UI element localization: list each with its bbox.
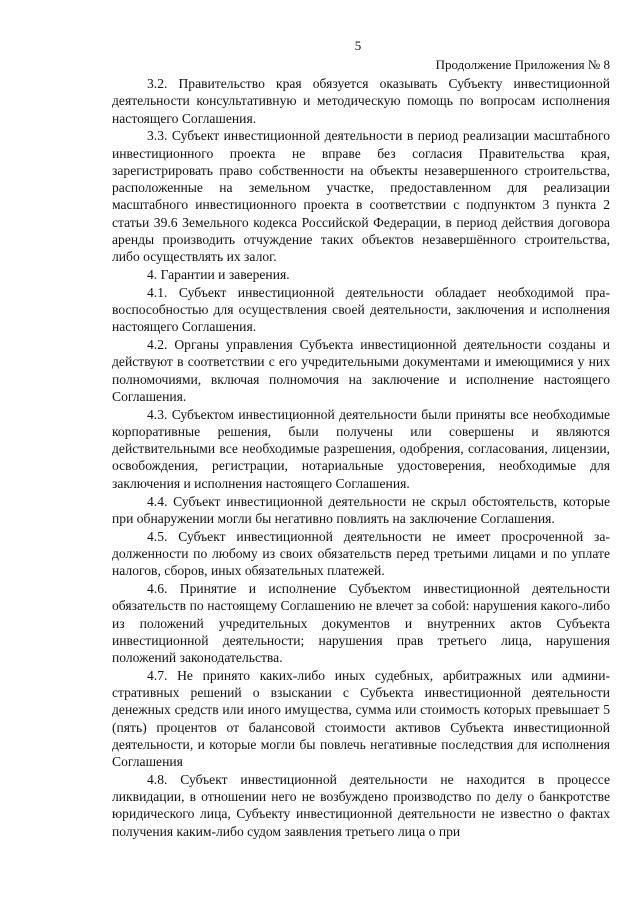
appendix-continuation-label: Продолжение Приложения № 8	[435, 57, 610, 72]
paragraph-3-3: 3.3. Субъект инвестиционной деятельности в период реализации масштабного инвестиционного проекта не вправе без согласия Правительства края, зарегистрировать право собственности на объекты незавершенного строительства, расположенные на земельном участке, предоставленном для реализации масштабного инвестиционного проекта в соответствии с подпунктом 3 пункта 2 статьи 39.6 Земельного кодекса Российской Федерации, в период действия договора аренды производить отчуждение таких объектов незавершённого строительства, либо осуществлять их залог.	[112, 128, 610, 265]
paragraph-4-5: 4.5. Субъект инвестиционной деятельности не имеет просроченной задолженности по любому из своих обязательств перед третьими лицами и по уплате налогов, сборов, иных обязательных платежей.	[112, 528, 610, 579]
paragraph-4-8: 4.8. Субъект инвестиционной деятельности не находится в процессе ликвидации, в отношении него не возбуждено производство по делу о банкротстве юридического лица, Субъекту инвестиционной деятельности не известно о фактах получения каким-либо судом заявления третьего лица о при	[112, 771, 610, 839]
paragraph-4-4: 4.4. Субъект инвестиционной деятельности не скрыл обстоятельств, которые при обнаружении могли бы негативно повлиять на заключение Соглашения.	[112, 493, 610, 526]
paragraph-3-2: 3.2. Правительство края обязуется оказывать Субъекту инвестиционной деятельности консультативную и методическую помощь по вопросам исполнения настоящего Соглашения.	[112, 76, 610, 126]
paragraph-4-6: 4.6. Принятие и исполнение Субъектом инвестиционной деятельности обязательств по настоящему Соглашению не влечет за собой: нарушения какого-либо из положений учредительных документов и внутренних актов Субъекта инвестиционной деятельности; нарушения прав третьего лица, нарушения положений законодательства.	[112, 581, 610, 665]
paragraph-4-2: 4.2. Органы управления Субъекта инвестиционной деятельности созданы и действуют в соответствии с его учредительными документами и имеющимися у них полномочиями, включая полномочия на заключение и исполнение настоящего Соглашения.	[112, 337, 610, 404]
paragraph-4-7: 4.7. Не принято каких-либо иных судебных, арбитражных или административных решений о взыскании с Субъекта инвестиционной деятельности денежных средств или иного имущества, сумма или стоимость которых превышает 5 (пять) процентов от балансовой стоимости активов Субъекта инвестиционной деятельности, и которые могли бы повлечь негативные последствия для исполнения Соглашения	[112, 667, 610, 770]
document-page	[112, 38, 610, 840]
page-number: 5	[354, 38, 362, 53]
paragraph-4-1: 4.1. Субъект инвестиционной деятельности обладает необходимой правоспособностью для осуществления своей деятельности, заключения и исполнения настоящего Соглашения.	[112, 284, 610, 335]
paragraph-4-3: 4.3. Субъектом инвестиционной деятельности были приняты все необходимые корпоративные решения, были получены или совершены и являются действительными все необходимые разрешения, одобрения, согласования, лицензии, освобождения, регистрации, нотариальные удостоверения, необходимые для заключения и исполнения настоящего Соглашения.	[112, 406, 610, 491]
section-4-heading: 4. Гарантии и заверения.	[147, 266, 290, 282]
